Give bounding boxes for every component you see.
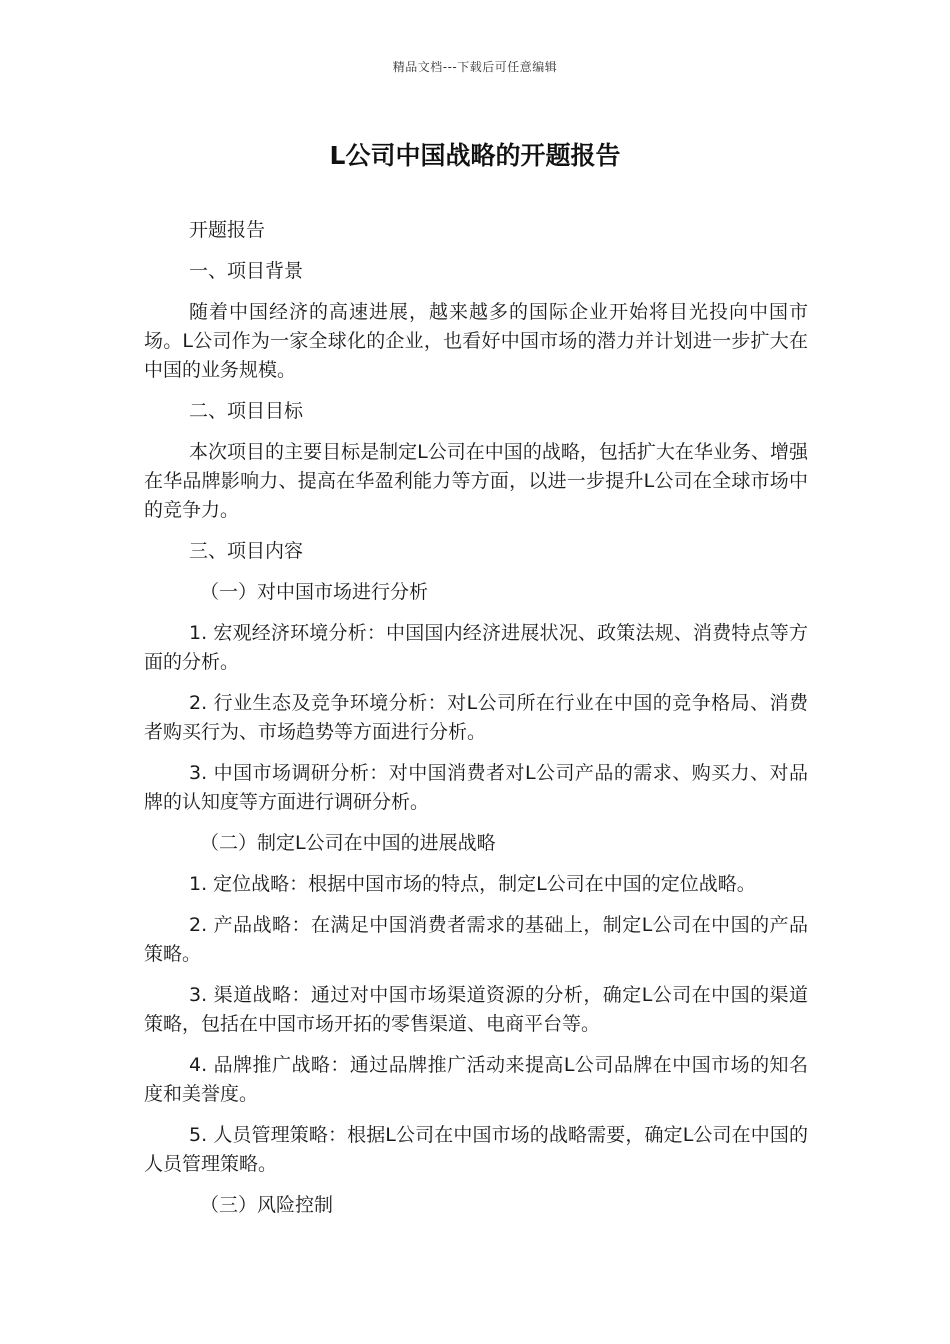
subsection-heading-risk: （三）风险控制 xyxy=(200,1194,334,1216)
list-item-positioning: 1. 定位战略：根据中国市场的特点，制定L公司在中国的定位战略。 xyxy=(189,873,756,895)
list-item-channel: 3. 渠道战略：通过对中国市场渠道资源的分析，确定L公司在中国的渠道策略，包括在中国市场开拓的零售渠道、电商平台等。 xyxy=(144,984,808,1035)
paragraph-goals: 本次项目的主要目标是制定L公司在中国的战略，包括扩大在华业务、增强在华品牌影响力、提高在华盈利能力等方面，以进一步提升L公司在全球市场中的竞争力。 xyxy=(144,441,808,521)
list-item-brand: 4. 品牌推广战略：通过品牌推广活动来提高L公司品牌在中国市场的知名度和美誉度。 xyxy=(144,1054,808,1105)
subsection-heading-strategy: （二）制定L公司在中国的进展战略 xyxy=(200,832,496,854)
list-item-product: 2. 产品战略：在满足中国消费者需求的基础上，制定L公司在中国的产品策略。 xyxy=(144,914,808,965)
section-heading-content: 三、项目内容 xyxy=(189,540,304,562)
list-item-industry-analysis: 2. 行业生态及竞争环境分析：对L公司所在行业在中国的竞争格局、消费者购买行为、市场趋势等方面进行分析。 xyxy=(144,692,808,743)
paragraph-background: 随着中国经济的高速进展，越来越多的国际企业开始将目光投向中国市场。L公司作为一家全球化的企业，也看好中国市场的潜力并计划进一步扩大在中国的业务规模。 xyxy=(144,301,808,381)
section-heading-background: 一、项目背景 xyxy=(189,260,304,282)
list-item-personnel: 5. 人员管理策略：根据L公司在中国市场的战略需要，确定L公司在中国的人员管理策略。 xyxy=(144,1124,808,1175)
document-body xyxy=(144,216,808,1232)
subsection-heading-market-analysis: （一）对中国市场进行分析 xyxy=(200,581,429,603)
list-item-market-research: 3. 中国市场调研分析：对中国消费者对L公司产品的需求、购买力、对品牌的认知度等方面进行调研分析。 xyxy=(144,762,808,813)
list-item-macro-analysis: 1. 宏观经济环境分析：中国国内经济进展状况、政策法规、消费特点等方面的分析。 xyxy=(144,622,808,673)
section-heading-goals: 二、项目目标 xyxy=(189,400,304,422)
header-note: 精品文档---下载后可任意编辑 xyxy=(392,60,558,74)
document-title: L公司中国战略的开题报告 xyxy=(329,141,621,170)
section-heading-report: 开题报告 xyxy=(189,219,266,241)
